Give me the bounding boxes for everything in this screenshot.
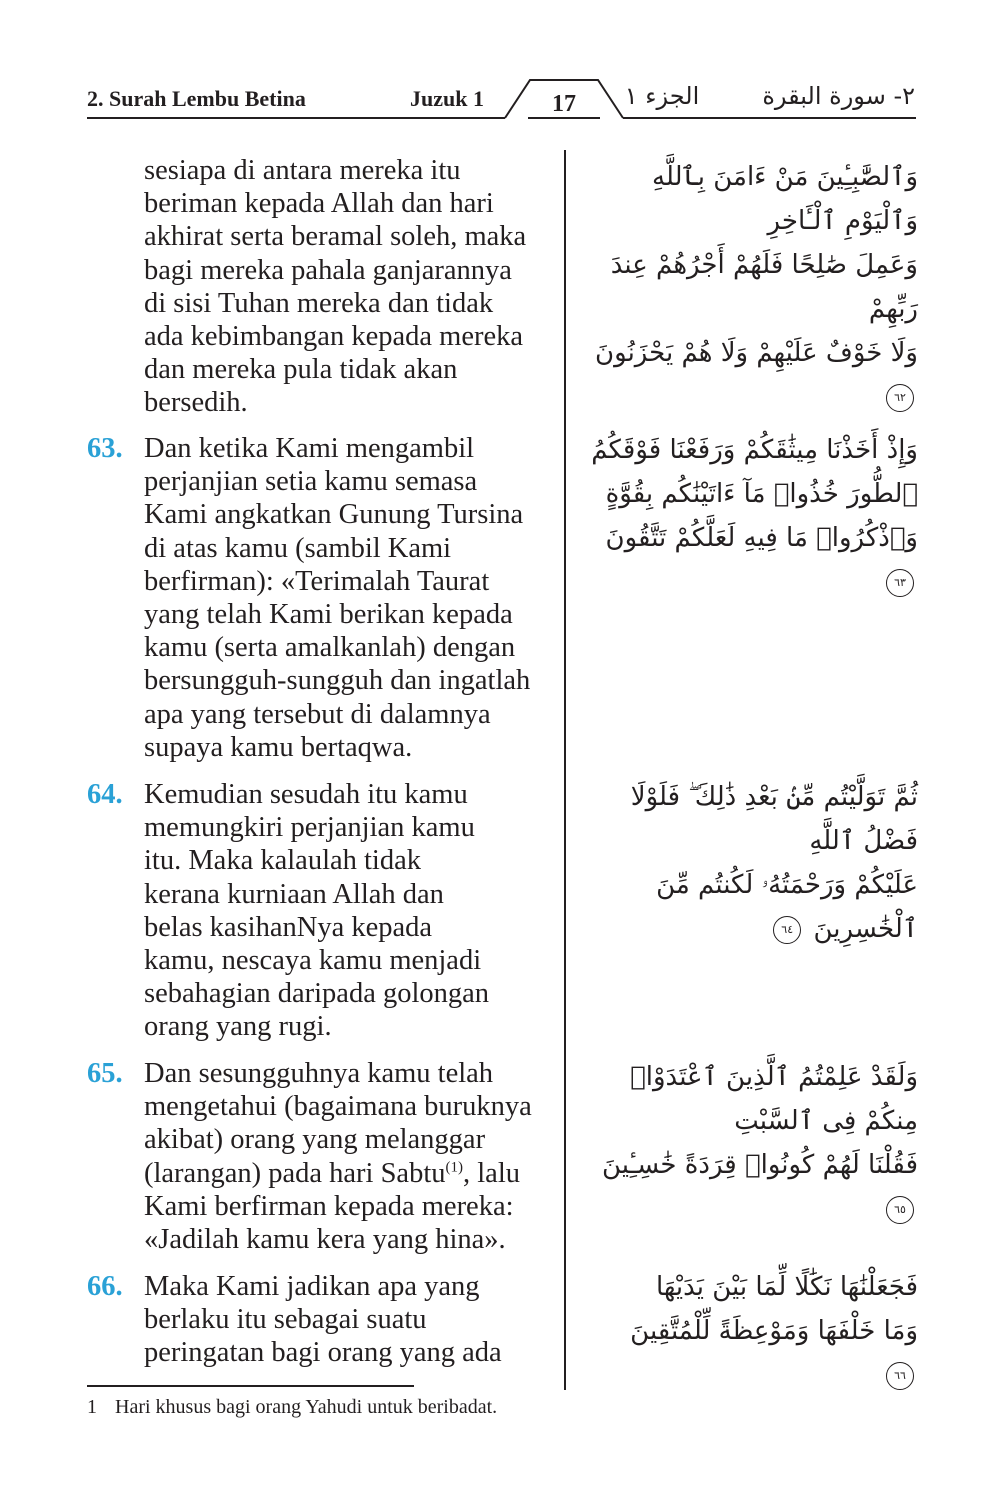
arabic-verse-65 xyxy=(590,1055,918,1231)
ayah-marker: ٦٥ xyxy=(886,1196,914,1224)
translation-text xyxy=(144,1057,557,1256)
translation-block-63 xyxy=(87,432,557,764)
footnote-divider xyxy=(87,1385,414,1387)
arabic-text: وَٱلصَّٰبِـِٔينَ مَنْ ءَامَنَ بِٱللَّهِ وَٱلْيَوْمِ ٱلْـَٔاخِرِ وَعَمِلَ صَٰلِحًا فَلَهُمْ أَجْرُهُمْ عِندَ رَبِّهِمْ وَلَا خَوْفٌ عَلَيْهِمْ وَلَا هُمْ يَحْزَنُونَ xyxy=(595,162,918,368)
translation-block-65 xyxy=(87,1057,557,1256)
verse-number: 65. xyxy=(87,1058,123,1089)
ayah-marker: ٦٤ xyxy=(773,916,801,944)
arabic-verse-63 xyxy=(590,428,918,604)
verse-number: 64. xyxy=(87,779,123,810)
translation-block-66 xyxy=(87,1270,557,1370)
juz-label-latin: Juzuk 1 xyxy=(410,86,484,111)
arabic-text: وَإِذْ أَخَذْنَا مِيثَٰقَكُمْ وَرَفَعْنَا فَوْقَكُمُ ٱلطُّورَ خُذُوا۟ مَآ ءَاتَيْنَٰكُم بِقُوَّةٍ وَٱذْكُرُوا۟ مَا فِيهِ لَعَلَّكُمْ تَتَّقُونَ xyxy=(591,435,918,553)
translation-text: Maka Kami jadikan apa yang berlaku itu sebagai suatu peringatan bagi orang yang ada xyxy=(144,1271,502,1369)
verse-number: 63. xyxy=(87,433,123,464)
surah-title-arabic: ٢- سورة البقرة xyxy=(762,82,915,110)
translation-block-62 xyxy=(87,154,557,420)
arabic-text: ثُمَّ تَوَلَّيْتُم مِّنۢ بَعْدِ ذَٰلِكَ ۖ فَلَوْلَا فَضْلُ ٱللَّهِ عَلَيْكُمْ وَرَحْمَتُهُۥ لَكُنتُم مِّنَ ٱلْخَٰسِرِينَ xyxy=(630,782,918,944)
verse-number: 66. xyxy=(87,1271,123,1302)
juz-label-arabic: الجزء ١ xyxy=(624,82,700,110)
page-header xyxy=(0,0,1000,130)
arabic-text: وَلَقَدْ عَلِمْتُمُ ٱلَّذِينَ ٱعْتَدَوْا۟ مِنكُمْ فِى ٱلسَّبْتِ فَقُلْنَا لَهُمْ كُونُوا۟ قِرَدَةً خَٰسِـِٔينَ xyxy=(601,1062,918,1180)
arabic-verse-64 xyxy=(590,775,918,951)
footnote-number: 1 xyxy=(87,1396,97,1418)
arabic-text: فَجَعَلْنَٰهَا نَكَٰلًا لِّمَا بَيْنَ يَدَيْهَا وَمَا خَلْفَهَا وَمَوْعِظَةً لِّلْمُتَّقِينَ xyxy=(630,1272,918,1346)
column-divider xyxy=(564,150,566,1390)
translation-block-64 xyxy=(87,778,557,1044)
ayah-marker: ٦٣ xyxy=(886,569,914,597)
ayah-marker: ٦٢ xyxy=(886,384,914,412)
translation-text: Kemudian sesudah itu kamu memungkiri perjanjian kamu itu. Maka kalaulah tidak kerana kurniaan Allah dan belas kasihanNya kepada kamu, nescaya kamu menjadi sebahagian daripada golongan orang yang rugi. xyxy=(144,779,490,1043)
footnote xyxy=(87,1396,497,1419)
arabic-verse-62 xyxy=(590,155,918,419)
translation-text-part: , lalu Kami berfirman kepada mereka: «Jadilah kamu kera yang hina». xyxy=(144,1157,520,1256)
translation-text-part: Dan sesungguhnya kamu telah mengetahui (bagaimana buruknya akibat) orang yang melanggar (larangan) pada hari Sabtu xyxy=(144,1058,532,1189)
translation-text: Dan ketika Kami mengambil perjanjian setia kamu semasa Kami angkatkan Gunung Tursina di atas kamu (sambil Kami berfirman): «Terimalah Taurat yang telah Kami berikan kepada kamu (serta amalkanlah) dengan bersungguh-sungguh dan ingatlah apa yang tersebut di dalamnya supaya kamu bertaqwa. xyxy=(144,433,531,763)
page-number: 17 xyxy=(552,91,576,117)
ayah-marker: ٦٦ xyxy=(886,1362,914,1390)
translation-text: sesiapa di antara mereka itu beriman kepada Allah dan hari akhirat serta beramal soleh, maka bagi mereka pahala ganjarannya di sisi Tuhan mereka dan tidak ada kebimbangan kepada mereka dan mereka pula tidak akan bersedih. xyxy=(144,155,527,419)
surah-title-latin: 2. Surah Lembu Betina xyxy=(87,86,306,111)
arabic-verse-66 xyxy=(590,1265,918,1397)
footnote-reference: (1) xyxy=(445,1159,463,1176)
footnote-text: Hari khusus bagi orang Yahudi untuk beribadat. xyxy=(115,1396,498,1418)
